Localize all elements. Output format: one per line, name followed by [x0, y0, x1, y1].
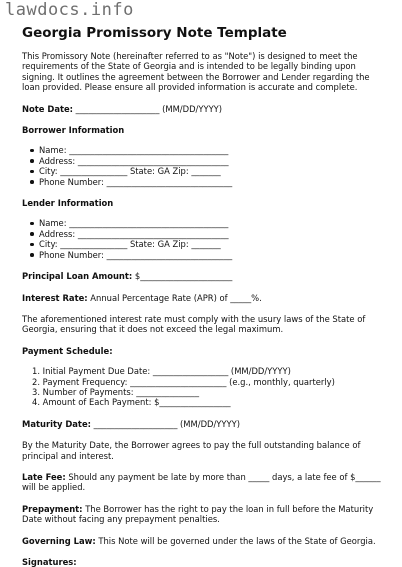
borrower-heading: Borrower Information: [22, 125, 125, 136]
principal-label: Principal Loan Amount:: [22, 271, 133, 282]
borrower-address-field: Address: ____________________________________: [30, 156, 382, 166]
document-title: Georgia Promissory Note Template: [22, 25, 287, 41]
lender-phone-field: Phone Number: ______________________________: [30, 250, 382, 260]
prepayment-text: The Borrower has the right to pay the loan in full before the Maturity Date without facing any prepayment penalties.: [22, 503, 374, 525]
note-date-label: Note Date:: [22, 103, 73, 114]
note-date-blank: ____________________ (MM/DD/YYYY): [73, 103, 223, 114]
borrower-phone-field: Phone Number: ______________________________: [30, 177, 382, 187]
payment-amount-field: 4. Amount of Each Payment: $_________________: [32, 397, 231, 408]
usury-paragraph: The aforementioned interest rate must comply with the usury laws of the State of Georgia, ensuring that it does not exceed the legal maximum.: [22, 313, 366, 335]
lender-address-field: Address: ____________________________________: [30, 229, 382, 239]
interest-line: [22, 293, 382, 303]
site-watermark: lawdocs.info: [5, 0, 134, 20]
borrower-name-field: Name: ______________________________________: [30, 145, 382, 155]
principal-line: [22, 271, 382, 281]
governing-law-label: Governing Law:: [22, 535, 96, 546]
payment-heading: Payment Schedule:: [22, 345, 113, 356]
interest-label: Interest Rate:: [22, 292, 88, 303]
document-body: [22, 51, 382, 567]
prepayment-label: Prepayment:: [22, 503, 83, 514]
lender-name-field: Name: ______________________________________: [30, 218, 382, 228]
late-fee-text: Should any payment be late by more than _____ days, a late fee of $______ will be applied.: [22, 471, 381, 493]
maturity-blank: ____________________ (MM/DD/YYYY): [90, 418, 241, 429]
lender-fields: [22, 218, 382, 260]
intro-paragraph: This Promissory Note (hereinafter referred to as "Note") is designed to meet the requirements of the State of Georgia and is intended to be legally binding upon signing. It outlines the agreement between the Borrower and Lender regarding the loan provided. Please ensure all provided information is accurate and complete.: [22, 51, 370, 93]
principal-blank: $______________________: [132, 271, 233, 282]
prepayment-paragraph: [22, 504, 382, 525]
payment-due-date-field: 1. Initial Payment Due Date: __________________ (MM/DD/YYYY): [32, 366, 291, 377]
maturity-line: [22, 419, 382, 429]
borrower-city-field: City: ________________ State: GA Zip: _______: [30, 166, 382, 176]
governing-law-paragraph: [22, 536, 382, 546]
payment-count-field: 3. Number of Payments: _______________: [32, 386, 200, 397]
borrower-fields: [22, 145, 382, 187]
signatures-heading: Signatures:: [22, 557, 77, 567]
payment-fields: [22, 366, 382, 408]
lender-city-field: City: ________________ State: GA Zip: _______: [30, 239, 382, 249]
note-date-line: [22, 104, 382, 114]
payment-frequency-field: 2. Payment Frequency: _______________________ (e.g., monthly, quarterly): [32, 376, 335, 387]
late-fee-label: Late Fee:: [22, 471, 66, 482]
lender-heading: Lender Information: [22, 198, 114, 209]
interest-text: Annual Percentage Rate (APR) of _____%.: [87, 292, 262, 303]
maturity-label: Maturity Date:: [22, 418, 91, 429]
maturity-paragraph: By the Maturity Date, the Borrower agrees to pay the full outstanding balance of principal and interest.: [22, 440, 361, 461]
late-fee-paragraph: [22, 472, 382, 493]
governing-law-text: This Note will be governed under the laws of the State of Georgia.: [95, 535, 376, 546]
